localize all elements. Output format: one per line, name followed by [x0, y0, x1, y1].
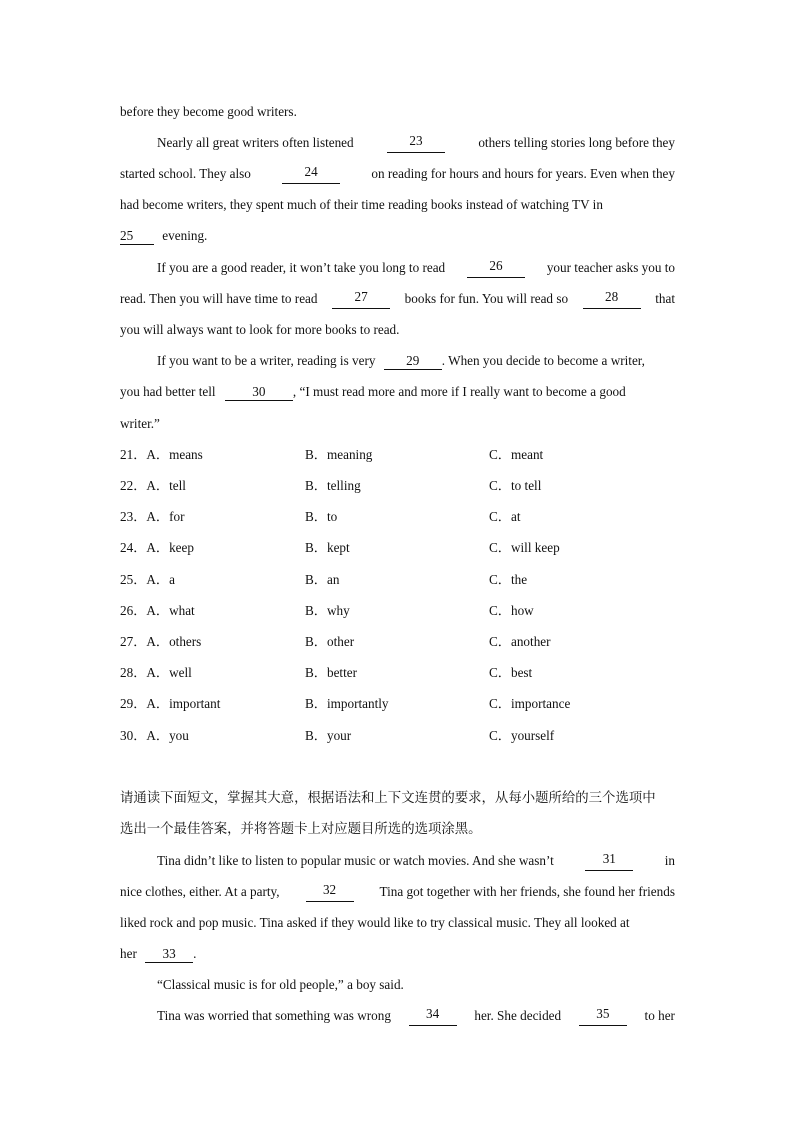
option-c: C．at — [489, 509, 521, 524]
question-22 — [120, 476, 680, 496]
text: to her — [644, 1008, 675, 1023]
answer-blank-25: 25 — [120, 228, 154, 245]
option-a: A．means — [146, 447, 203, 462]
option-c: C．the — [489, 572, 528, 587]
question-number: 28． — [120, 665, 147, 680]
option-c: C．will keep — [489, 540, 560, 555]
text: writer.” — [120, 416, 160, 431]
option-a: A．for — [146, 509, 185, 524]
answer-blank-28: 28 — [583, 289, 641, 309]
text: , “I must read more and more if I really want to become a good — [292, 384, 626, 399]
text: . When you decide to become a writer, — [441, 353, 645, 368]
question-21 — [120, 445, 680, 465]
answer-blank-26: 26 — [467, 258, 525, 278]
passage1-line-1 — [120, 102, 675, 122]
option-a: A．tell — [146, 478, 186, 493]
option-c: C．meant — [489, 447, 544, 462]
text: If you are a good reader, it won’t take you long to read — [157, 260, 446, 275]
question-29 — [120, 694, 680, 714]
passage2-line-5 — [157, 975, 675, 995]
answer-blank-33: 33 — [145, 946, 193, 963]
question-27 — [120, 632, 680, 652]
passage1-line-8 — [120, 320, 675, 340]
answer-blank-29: 29 — [384, 353, 442, 370]
text: started school. They also — [120, 166, 251, 181]
option-b: B．an — [305, 572, 340, 587]
question-number: 22． — [120, 478, 147, 493]
passage2-line-4 — [120, 944, 675, 964]
option-b: B．to — [305, 509, 338, 524]
text: If you want to be a writer, reading is very — [157, 353, 376, 368]
text: her — [120, 946, 137, 961]
question-number: 21． — [120, 447, 147, 462]
option-a: A．well — [146, 665, 192, 680]
text: 选出一个最佳答案，并将答题卡上对应题目所选的选项涂黑。 — [120, 822, 482, 837]
text: on reading for hours and hours for years. Even when they — [371, 166, 675, 181]
option-b: B．importantly — [305, 696, 389, 711]
passage2-line-3 — [120, 913, 675, 933]
question-number: 25． — [120, 572, 147, 587]
text: Nearly all great writers often listened — [157, 135, 354, 150]
answer-blank-30: 30 — [225, 384, 293, 401]
option-c: C．best — [489, 665, 533, 680]
passage1-line-11 — [120, 414, 675, 434]
question-number: 23． — [120, 509, 147, 524]
question-number: 30． — [120, 728, 147, 743]
question-number: 27． — [120, 634, 147, 649]
answer-blank-23: 23 — [387, 133, 445, 153]
text: your teacher asks you to — [546, 260, 675, 275]
passage1-line-4 — [120, 195, 675, 215]
question-26 — [120, 601, 680, 621]
text: 请通读下面短文，掌握其大意，根据语法和上下文连贯的要求，从每小题所给的三个选项中 — [120, 791, 656, 806]
text: books for fun. You will read so — [404, 291, 569, 306]
text: that — [655, 291, 675, 306]
text: in — [664, 853, 675, 868]
text: before they become good writers. — [120, 104, 297, 119]
text: you will always want to look for more books to read. — [120, 322, 400, 337]
text: had become writers, they spent much of their time reading books instead of watching TV in — [120, 197, 603, 212]
option-c: C．yourself — [489, 728, 555, 743]
passage1-line-9 — [157, 351, 675, 371]
text: “Classical music is for old people,” a boy said. — [157, 977, 404, 992]
option-c: C．how — [489, 603, 534, 618]
text: you had better tell — [120, 384, 216, 399]
question-25 — [120, 570, 680, 590]
option-a: A．what — [146, 603, 195, 618]
option-c: C．another — [489, 634, 551, 649]
answer-blank-27: 27 — [332, 289, 390, 309]
passage2-line-6 — [157, 1006, 675, 1026]
passage1-line-7 — [120, 289, 675, 309]
question-30 — [120, 726, 680, 746]
answer-blank-35: 35 — [579, 1006, 627, 1026]
option-a: A．others — [146, 634, 202, 649]
passage1-line-2 — [157, 133, 675, 153]
text: nice clothes, either. At a party, — [120, 884, 280, 899]
answer-blank-24: 24 — [282, 164, 340, 184]
option-a: A．keep — [146, 540, 194, 555]
passage1-line-6 — [157, 258, 675, 278]
text: others telling stories long before they — [478, 135, 675, 150]
text: liked rock and pop music. Tina asked if they would like to try classical music. They all looked at — [120, 915, 630, 930]
answer-blank-32: 32 — [306, 882, 354, 902]
answer-blank-34: 34 — [409, 1006, 457, 1026]
option-c: C．importance — [489, 696, 571, 711]
question-23 — [120, 507, 680, 527]
question-24 — [120, 538, 680, 558]
text: read. Then you will have time to read — [120, 291, 318, 306]
option-b: B．why — [305, 603, 350, 618]
passage1-line-10 — [120, 382, 675, 402]
instructions-line-2 — [120, 820, 675, 840]
option-b: B．other — [305, 634, 355, 649]
passage1-line-3 — [120, 164, 675, 184]
question-number: 26． — [120, 603, 147, 618]
option-b: B．better — [305, 665, 358, 680]
text: Tina got together with her friends, she found her friends — [379, 884, 675, 899]
text: her. She decided — [474, 1008, 562, 1023]
option-a: A．you — [146, 728, 189, 743]
passage1-line-5 — [120, 226, 675, 246]
option-b: B．kept — [305, 540, 350, 555]
text: Tina didn’t like to listen to popular music or watch movies. And she wasn’t — [157, 853, 554, 868]
passage2-line-2 — [120, 882, 675, 902]
option-c: C．to tell — [489, 478, 542, 493]
passage2-line-1 — [157, 851, 675, 871]
text: Tina was worried that something was wrong — [157, 1008, 391, 1023]
option-a: A．a — [146, 572, 175, 587]
option-b: B．your — [305, 728, 352, 743]
question-number: 29． — [120, 696, 147, 711]
question-28 — [120, 663, 680, 683]
option-b: B．meaning — [305, 447, 373, 462]
instructions-line-1 — [120, 789, 675, 809]
option-b: B．telling — [305, 478, 361, 493]
text: evening. — [162, 228, 208, 243]
option-a: A．important — [146, 696, 221, 711]
question-number: 24． — [120, 540, 147, 555]
text: . — [193, 946, 197, 961]
answer-blank-31: 31 — [585, 851, 633, 871]
